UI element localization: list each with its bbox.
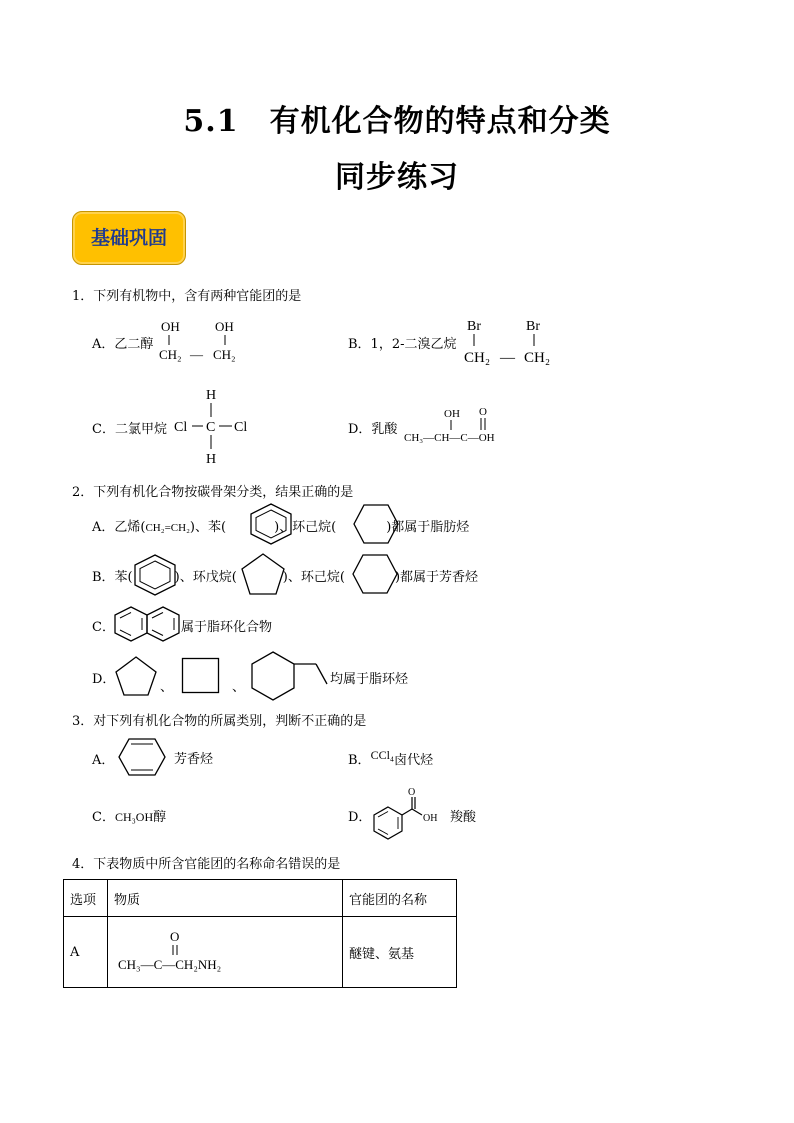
q2b-suffix: )都属于芳香烃	[394, 570, 479, 585]
q3b-class: 卤代烃	[394, 753, 434, 768]
q1c-cl-right: Cl	[234, 420, 248, 435]
q1d-o: O	[479, 406, 487, 418]
question-1-stem: 1．下列有机物中，含有两种官能团的是	[72, 289, 302, 304]
q1b-ch2-2: CH₂	[524, 350, 551, 366]
q2a-suffix: )都属于脂肪烃	[386, 520, 470, 535]
q1-option-c-label: C．二氯甲烷	[92, 422, 167, 437]
q1a-dash: —	[190, 347, 203, 362]
q3a-cyclohexadiene-icon	[117, 737, 167, 777]
table-header-substance: 物质	[108, 880, 343, 917]
q4-table	[63, 879, 457, 988]
q1a-oh-2: OH	[215, 319, 234, 334]
q1a-ch2-1: CH₂	[159, 347, 182, 362]
q3b-formula: CCl₄	[370, 748, 395, 762]
question-4-stem: 4．下表物质中所含官能团的名称命名错误的是	[72, 857, 341, 872]
q1-option-a-label: A．乙二醇	[92, 337, 154, 352]
q3a-label: A．	[92, 753, 115, 768]
q2b-benzene-icon	[131, 553, 179, 597]
q2b-prefix: B．苯(	[92, 570, 133, 585]
q3d-oh: OH	[423, 813, 438, 824]
q2c-naphthalene-icon	[113, 605, 181, 645]
q2a-prefix: A．乙烯(	[92, 520, 146, 535]
q3-option-c	[92, 806, 166, 825]
q3c-formula: CH₃OH	[114, 810, 154, 824]
q2d-suffix: 均属于脂环烃	[330, 672, 409, 687]
q1a-ch2-2: CH₂	[213, 347, 236, 362]
q1b-ch2-1: CH₂	[464, 350, 491, 366]
q1b-br-1: Br	[467, 319, 481, 334]
q2d-prefix: D．	[92, 672, 116, 687]
section-badge	[72, 211, 186, 265]
table-header-row	[64, 880, 457, 917]
question-3-stem: 3．对下列有机化合物的所属类别，判断不正确的是	[72, 714, 367, 729]
q1-option-d-label: D．乳酸	[348, 422, 398, 437]
row-a-option: A	[64, 917, 108, 988]
table-header-option: 选项	[64, 880, 108, 917]
q1c-c: C	[206, 420, 216, 435]
q2a-benzene-icon	[246, 502, 296, 546]
q1a-oh-1: OH	[161, 319, 180, 334]
q3d-label: D．	[348, 810, 372, 825]
q1b-br-2: Br	[526, 319, 540, 334]
q1b-dash: —	[500, 350, 515, 366]
q2a-cyclohexane-icon	[352, 503, 400, 545]
q3b-label: B．	[348, 753, 371, 768]
q3-option-b	[348, 749, 433, 768]
q1c-h-bottom: H	[206, 452, 217, 467]
q2d-cyclobutane-icon	[181, 657, 221, 695]
q2a-mid2: )、环己烷(	[274, 520, 337, 535]
q2b-cyclopentane-icon	[239, 551, 287, 597]
q1d-oh: OH	[444, 408, 460, 420]
q3d-o: O	[408, 787, 416, 798]
section-badge-label: 基础巩固	[90, 227, 167, 249]
q2c-prefix: C．	[92, 620, 115, 635]
row-a-o: O	[170, 929, 180, 944]
q3a-class: 芳香烃	[174, 752, 214, 767]
table-header-groups: 官能团的名称	[343, 880, 457, 917]
q2b-mid2: )、环己烷(	[282, 570, 345, 585]
q2a-ethylene: CH₂=CH₂	[145, 522, 190, 534]
q3c-class: 醇	[153, 810, 167, 825]
row-a-groups: 醚键、氨基	[343, 917, 457, 988]
q2d-sep-1: 、	[160, 680, 174, 695]
table-row	[64, 917, 457, 988]
row-a-formula: CH₃—C—CH₂NH₂	[118, 957, 222, 972]
q2c-suffix: 属于脂环化合物	[180, 620, 272, 635]
q2d-ethylcyclohexane-icon	[250, 650, 330, 702]
page-title: 5.1 有机化合物的特点和分类	[183, 104, 611, 139]
q3c-label: C．	[92, 810, 115, 825]
q3d-class: 羧酸	[450, 810, 477, 825]
q2a-mid1: )、苯(	[189, 520, 227, 535]
q1-option-b-structure	[460, 315, 570, 371]
q1-option-c-structure	[170, 383, 260, 468]
q1c-cl-left: Cl	[174, 420, 188, 435]
q2d-sep-2: 、	[232, 680, 246, 695]
row-a-substance	[108, 917, 343, 988]
q1d-chain: CH₃—CH—C—OH	[404, 432, 495, 444]
row-a-structure	[114, 925, 264, 975]
q1-option-a-structure	[155, 315, 255, 367]
q2b-mid1: )、环戊烷(	[174, 570, 237, 585]
page-subtitle: 同步练习	[335, 160, 459, 195]
q3d-benzoic-acid-structure	[370, 785, 450, 843]
q1-option-b-label: B．1，2-二溴乙烷	[348, 337, 457, 352]
question-2-stem: 2．下列有机化合物按碳骨架分类，结果正确的是	[72, 485, 354, 500]
q2d-cyclopentane-icon	[114, 655, 158, 697]
q1c-h-top: H	[206, 388, 217, 403]
q1-option-d-structure	[400, 402, 530, 450]
q2b-cyclohexane-icon	[351, 553, 399, 595]
